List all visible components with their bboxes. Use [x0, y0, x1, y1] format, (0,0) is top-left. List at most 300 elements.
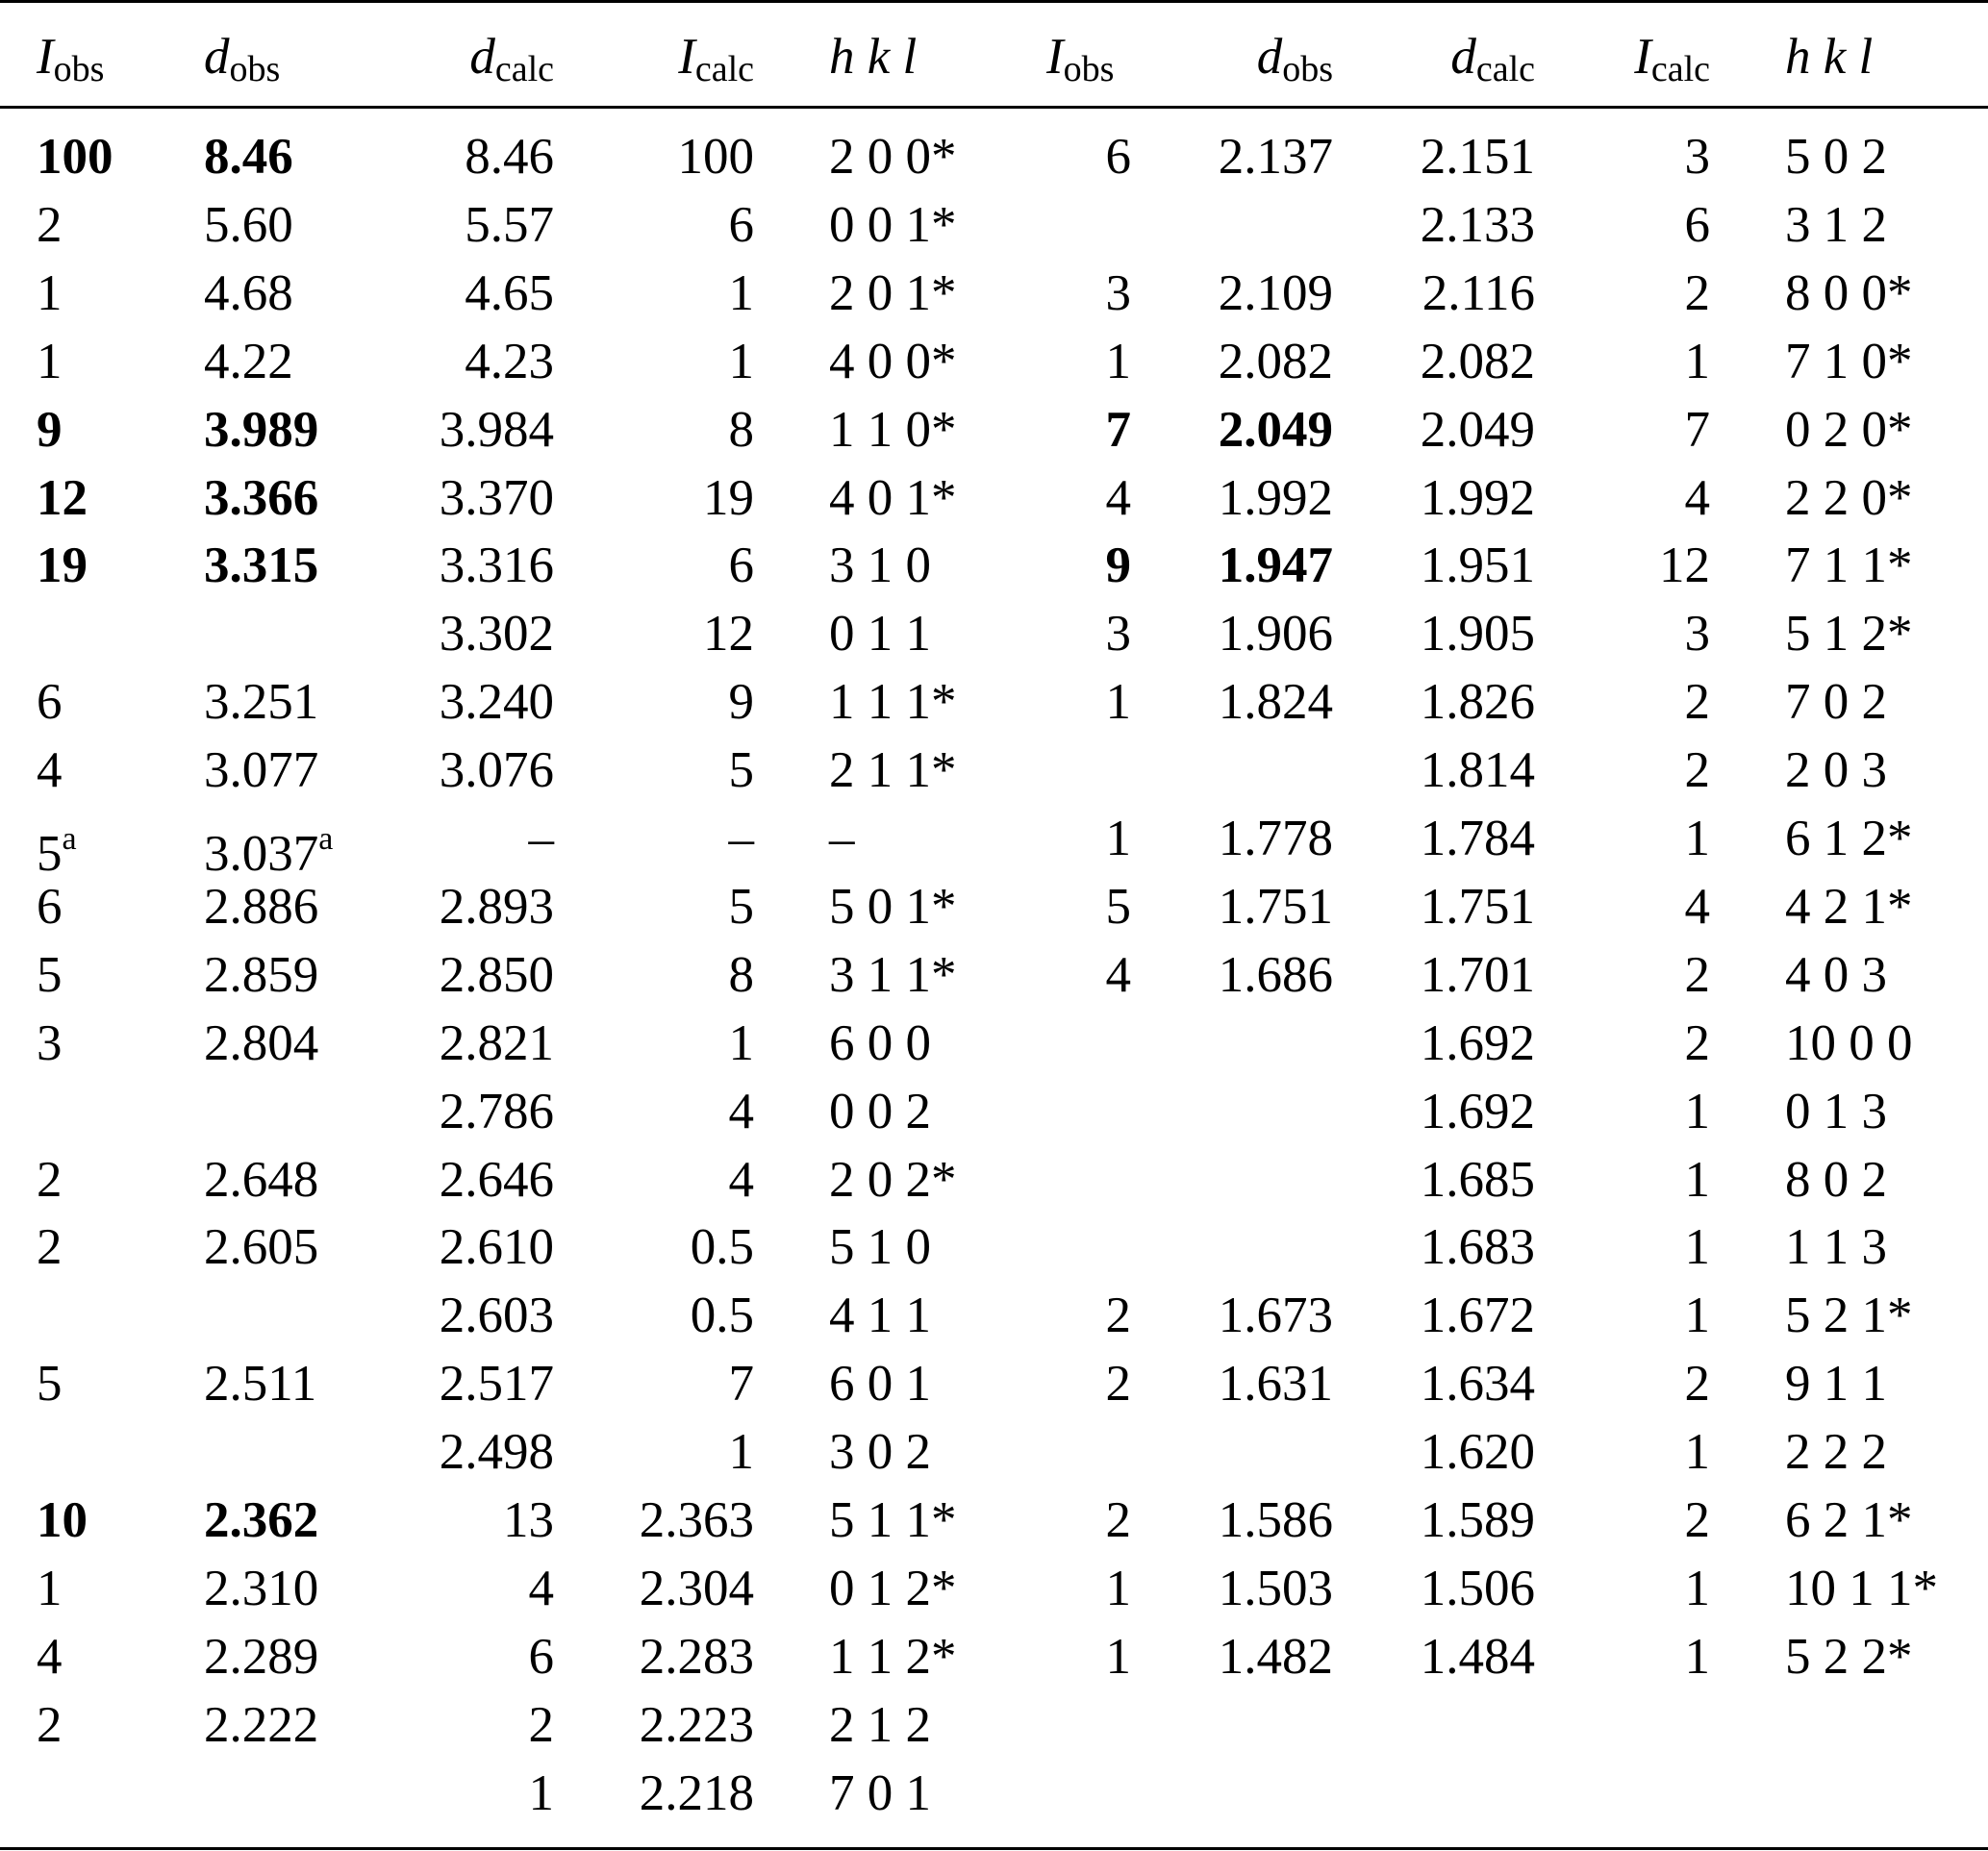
left-hkl-value: 5 1 1*: [829, 1492, 957, 1548]
right-hkl-value: 6 1 2*: [1785, 811, 1913, 866]
left-hkl-cell: [829, 1010, 1021, 1078]
left-icalc-value: 5: [728, 742, 754, 799]
left-iobs-value: 3: [37, 1014, 63, 1071]
left-hkl-value: 4 0 1*: [829, 469, 957, 526]
right-iobs-cell: [1019, 1078, 1131, 1146]
right-iobs-cell: [1019, 123, 1131, 191]
left-iobs-cell: [37, 328, 190, 396]
left-iobs-value: 12: [37, 469, 88, 526]
left-hkl-value: 5 0 1*: [829, 878, 957, 935]
right-dcalc-value: 2.151: [1420, 129, 1535, 185]
right-hkl-cell: [1785, 1010, 1977, 1078]
table-row: [0, 1691, 1988, 1760]
left-hkl-cell: [829, 191, 1021, 260]
left-hkl-value: 0 0 1*: [829, 196, 957, 253]
left-icalc-cell: [577, 600, 754, 668]
left-dcalc-value: 1: [528, 1764, 554, 1821]
left-dcalc-value: 2.821: [439, 1014, 554, 1071]
right-hkl-value: 0 1 3: [1785, 1083, 1887, 1139]
left-dcalc-value: 2.603: [439, 1288, 554, 1344]
table-row: [0, 1078, 1988, 1146]
left-icalc-cell: [577, 328, 754, 396]
left-dobs-cell: [204, 396, 377, 464]
right-iobs-cell: [1019, 1555, 1131, 1623]
table-row: [0, 941, 1988, 1010]
footnote-marker: a: [318, 821, 334, 857]
right-hkl-value: 5 2 2*: [1785, 1628, 1913, 1685]
right-icalc-value: 1: [1684, 1288, 1710, 1344]
left-dobs-value: 3.077: [204, 742, 319, 799]
left-iobs-cell: [37, 1010, 190, 1078]
left-iobs-cell: [37, 1078, 190, 1146]
left-icalc-cell: [577, 737, 754, 805]
table-row: [0, 873, 1988, 941]
right-dcalc-value: 1.701: [1420, 946, 1535, 1003]
left-hkl-cell: [829, 1418, 1021, 1487]
left-iobs-cell: [37, 805, 190, 882]
right-icalc-cell: [1558, 532, 1710, 600]
right-dobs-value: 1.778: [1218, 811, 1333, 866]
right-icalc-value: 2: [1684, 946, 1710, 1003]
header-hkl-left: h k l: [829, 29, 918, 85]
right-icalc-value: 7: [1684, 401, 1710, 458]
left-dcalc-value: 3.984: [439, 401, 554, 458]
right-dcalc-value: 2.116: [1422, 264, 1535, 321]
right-hkl-value: 7 1 0*: [1785, 333, 1913, 389]
left-iobs-value: 1: [37, 264, 63, 321]
left-dcalc-value: 4.23: [465, 333, 554, 389]
left-icalc-value: 100: [677, 129, 754, 185]
right-hkl-cell: [1785, 1146, 1977, 1214]
left-dobs-value: 2.362: [204, 1492, 319, 1548]
left-icalc-value: 8: [728, 946, 754, 1003]
right-hkl-value: 8 0 2: [1785, 1151, 1887, 1208]
left-dobs-cell: [204, 191, 377, 260]
right-icalc-value: 2: [1684, 742, 1710, 799]
left-iobs-cell: [37, 260, 190, 328]
right-hkl-value: 7 1 1*: [1785, 538, 1913, 594]
left-dobs-value: 2.648: [204, 1151, 319, 1208]
right-hkl-value: 5 0 2: [1785, 129, 1887, 185]
left-icalc-value: 0.5: [690, 1219, 754, 1276]
left-iobs-value: 4: [37, 742, 63, 799]
right-dcalc-cell: [1356, 737, 1535, 805]
right-iobs-cell: [1019, 600, 1131, 668]
left-iobs-value: 5: [37, 1356, 63, 1413]
left-dobs-value: 3.037: [204, 826, 319, 882]
right-iobs-cell: [1019, 1623, 1131, 1691]
right-icalc-value: 4: [1684, 878, 1710, 935]
right-icalc-cell: [1558, 1623, 1710, 1691]
right-dobs-cell: [1173, 260, 1333, 328]
left-hkl-cell: [829, 1691, 1021, 1760]
right-icalc-cell: [1558, 1282, 1710, 1350]
left-hkl-value: 4 1 1: [829, 1288, 931, 1344]
right-icalc-cell: [1558, 1555, 1710, 1623]
left-icalc-value: 12: [703, 606, 754, 663]
left-icalc-value: 4: [728, 1083, 754, 1139]
right-dcalc-cell: [1356, 396, 1535, 464]
right-dobs-value: 1.686: [1218, 946, 1333, 1003]
right-dcalc-cell: [1356, 1078, 1535, 1146]
right-dobs-cell: [1173, 1213, 1333, 1282]
left-dobs-value: 3.989: [204, 401, 319, 458]
left-dcalc-cell: [385, 873, 554, 941]
right-dcalc-cell: [1356, 1282, 1535, 1350]
header-dobs-left: $d_{obs}$: [204, 29, 281, 89]
right-dcalc-cell: [1356, 464, 1535, 533]
left-dobs-value: 4.68: [204, 264, 293, 321]
left-hkl-cell: [829, 464, 1021, 533]
left-dobs-value: 2.310: [204, 1560, 319, 1616]
left-dcalc-value: 2.517: [439, 1356, 554, 1413]
left-hkl-cell: [829, 1078, 1021, 1146]
table-row: [0, 1010, 1988, 1078]
right-icalc-value: 1: [1684, 1083, 1710, 1139]
right-dcalc-cell: [1356, 600, 1535, 668]
left-dobs-cell: [204, 941, 377, 1010]
left-iobs-value: 5: [37, 946, 63, 1003]
right-iobs-value: 9: [1105, 538, 1131, 594]
right-iobs-value: 2: [1105, 1288, 1131, 1344]
right-dobs-cell: [1173, 328, 1333, 396]
right-dcalc-cell: [1356, 260, 1535, 328]
left-iobs-cell: [37, 1555, 190, 1623]
left-icalc-cell: [577, 1282, 754, 1350]
right-hkl-cell: [1785, 1487, 1977, 1555]
left-iobs-value: 2: [37, 196, 63, 253]
right-dcalc-value: 1.814: [1420, 742, 1535, 799]
left-dobs-cell: [204, 1487, 377, 1555]
right-dobs-cell: [1173, 1078, 1333, 1146]
left-icalc-cell: [577, 1010, 754, 1078]
left-iobs-cell: [37, 668, 190, 737]
left-hkl-value: 2 1 1*: [829, 742, 957, 799]
right-dobs-cell: [1173, 1623, 1333, 1691]
footnote-marker: a: [62, 821, 77, 857]
left-iobs-cell: [37, 1691, 190, 1760]
right-iobs-cell: [1019, 1282, 1131, 1350]
left-icalc-value: 19: [703, 469, 754, 526]
header-icalc-right: $I_{calc}$: [1634, 29, 1710, 89]
right-dobs-value: 1.992: [1218, 469, 1333, 526]
left-hkl-cell: [829, 600, 1021, 668]
right-dobs-cell: [1173, 941, 1333, 1010]
left-icalc-cell: [577, 1623, 754, 1691]
left-iobs-value: 1: [37, 333, 63, 389]
left-icalc-cell: [577, 1555, 754, 1623]
right-dcalc-value: 1.685: [1420, 1151, 1535, 1208]
right-hkl-value: 7 0 2: [1785, 674, 1887, 731]
left-icalc-cell: [577, 464, 754, 533]
left-dcalc-cell: [385, 1078, 554, 1146]
left-icalc-cell: [577, 873, 754, 941]
right-icalc-value: 2: [1684, 264, 1710, 321]
left-dobs-value: 2.289: [204, 1628, 319, 1685]
left-icalc-cell: [577, 941, 754, 1010]
left-hkl-value: 0 1 2*: [829, 1560, 957, 1616]
left-dcalc-value: 4.65: [465, 264, 554, 321]
right-dcalc-cell: [1356, 873, 1535, 941]
right-iobs-cell: [1019, 805, 1131, 873]
left-dcalc-cell: [385, 260, 554, 328]
left-hkl-value: 5 1 0: [829, 1219, 931, 1276]
left-iobs-value: 6: [37, 674, 63, 731]
left-dcalc-cell: [385, 1010, 554, 1078]
left-dcalc-cell: [385, 1146, 554, 1214]
right-icalc-cell: [1558, 873, 1710, 941]
right-iobs-cell: [1019, 1010, 1131, 1078]
table-row: [0, 464, 1988, 533]
right-hkl-cell: [1785, 532, 1977, 600]
right-dobs-cell: [1173, 737, 1333, 805]
left-dobs-value: 2.222: [204, 1696, 319, 1753]
right-dobs-cell: [1173, 1282, 1333, 1350]
left-dobs-value: 3.251: [204, 674, 319, 731]
right-hkl-value: 8 0 0*: [1785, 264, 1913, 321]
left-iobs-value: 9: [37, 401, 63, 458]
left-icalc-cell: [577, 1418, 754, 1487]
left-dcalc-cell: [385, 1487, 554, 1555]
right-icalc-cell: [1558, 1350, 1710, 1418]
left-dcalc-cell: [385, 1418, 554, 1487]
table-row: [0, 1623, 1988, 1691]
left-icalc-value: 2.304: [639, 1560, 754, 1616]
left-dcalc-cell: [385, 737, 554, 805]
left-iobs-cell: [37, 1213, 190, 1282]
left-iobs-value: 2: [37, 1219, 63, 1276]
left-dcalc-value: 13: [503, 1492, 554, 1548]
left-iobs-cell: [37, 1487, 190, 1555]
right-iobs-value: 2: [1105, 1356, 1131, 1413]
left-iobs-cell: [37, 1350, 190, 1418]
left-iobs-cell: [37, 1146, 190, 1214]
left-hkl-cell: [829, 805, 1021, 873]
left-hkl-cell: [829, 1213, 1021, 1282]
right-iobs-cell: [1019, 941, 1131, 1010]
left-dobs-cell: [204, 328, 377, 396]
left-icalc-cell: [577, 1078, 754, 1146]
left-hkl-cell: [829, 532, 1021, 600]
right-hkl-value: 2 2 2: [1785, 1424, 1887, 1481]
left-icalc-cell: [577, 1487, 754, 1555]
right-iobs-value: 1: [1105, 1628, 1131, 1685]
left-dcalc-value: 2.786: [439, 1083, 554, 1139]
left-hkl-value: 6 0 1: [829, 1356, 931, 1413]
left-dcalc-value: 3.076: [439, 742, 554, 799]
right-dcalc-value: 2.133: [1420, 196, 1535, 253]
right-dobs-cell: [1173, 1487, 1333, 1555]
right-hkl-cell: [1785, 805, 1977, 873]
table-row: [0, 600, 1988, 668]
right-dcalc-value: 1.672: [1420, 1288, 1535, 1344]
left-dobs-cell: [204, 873, 377, 941]
left-dcalc-value: 8.46: [465, 129, 554, 185]
left-dobs-cell: [204, 737, 377, 805]
right-dobs-value: 2.049: [1218, 401, 1333, 458]
right-hkl-cell: [1785, 1350, 1977, 1418]
left-icalc-cell: [577, 668, 754, 737]
left-hkl-value: 3 0 2: [829, 1424, 931, 1481]
left-icalc-value: 4: [728, 1151, 754, 1208]
left-dcalc-value: –: [528, 811, 554, 866]
right-iobs-cell: [1019, 532, 1131, 600]
right-hkl-value: 4 2 1*: [1785, 878, 1913, 935]
left-dobs-cell: [204, 1350, 377, 1418]
left-dcalc-cell: [385, 668, 554, 737]
left-iobs-cell: [37, 737, 190, 805]
left-hkl-cell: [829, 396, 1021, 464]
right-icalc-cell: [1558, 260, 1710, 328]
left-iobs-cell: [37, 1760, 190, 1828]
right-dcalc-value: 1.826: [1420, 674, 1535, 731]
left-hkl-cell: [829, 328, 1021, 396]
table-bottom-rule: [0, 1847, 1988, 1850]
header-iobs-left: $I_{obs}$: [37, 29, 105, 89]
left-hkl-cell: [829, 737, 1021, 805]
right-dcalc-cell: [1356, 1010, 1535, 1078]
left-iobs-value: 10: [37, 1492, 88, 1548]
header-iobs-right: $I_{obs}$: [1046, 29, 1115, 89]
left-dobs-cell: [204, 1418, 377, 1487]
right-hkl-value: 0 2 0*: [1785, 401, 1913, 458]
right-dobs-cell: [1173, 464, 1333, 533]
right-icalc-value: 3: [1684, 129, 1710, 185]
left-hkl-value: 3 1 0: [829, 538, 931, 594]
left-icalc-cell: [577, 260, 754, 328]
right-icalc-value: 1: [1684, 1560, 1710, 1616]
right-dobs-cell: [1173, 1418, 1333, 1487]
left-icalc-value: 1: [728, 333, 754, 389]
right-icalc-value: 3: [1684, 606, 1710, 663]
left-dcalc-value: 2.850: [439, 946, 554, 1003]
left-icalc-value: 0.5: [690, 1288, 754, 1344]
header-dcalc-left: $d_{calc}$: [469, 29, 554, 89]
right-dcalc-value: 2.049: [1420, 401, 1535, 458]
right-hkl-cell: [1785, 1282, 1977, 1350]
right-hkl-value: 1 1 3: [1785, 1219, 1887, 1276]
right-dobs-cell: [1173, 668, 1333, 737]
left-dcalc-cell: [385, 464, 554, 533]
table-row: [0, 191, 1988, 260]
left-iobs-value: 1: [37, 1560, 63, 1616]
right-iobs-cell: [1019, 396, 1131, 464]
left-hkl-value: 1 1 1*: [829, 674, 957, 731]
left-dobs-cell: [204, 1282, 377, 1350]
left-hkl-value: 0 1 1: [829, 606, 931, 663]
right-dcalc-cell: [1356, 1487, 1535, 1555]
right-icalc-cell: [1558, 1078, 1710, 1146]
right-dobs-cell: [1173, 805, 1333, 873]
left-icalc-cell: [577, 396, 754, 464]
right-dobs-value: 1.482: [1218, 1628, 1333, 1685]
left-icalc-value: 1: [728, 1014, 754, 1071]
right-hkl-value: 10 0 0: [1785, 1014, 1913, 1071]
left-hkl-cell: [829, 1146, 1021, 1214]
right-icalc-cell: [1558, 805, 1710, 873]
right-icalc-value: 1: [1684, 811, 1710, 866]
right-iobs-cell: [1019, 1418, 1131, 1487]
header-dcalc-right: $d_{calc}$: [1450, 29, 1535, 89]
left-dcalc-value: 5.57: [465, 196, 554, 253]
left-dobs-cell: [204, 1555, 377, 1623]
right-dcalc-cell: [1356, 805, 1535, 873]
left-icalc-value: 5: [728, 878, 754, 935]
right-hkl-cell: [1785, 260, 1977, 328]
right-dcalc-cell: [1356, 668, 1535, 737]
right-dobs-value: 2.137: [1218, 129, 1333, 185]
right-hkl-cell: [1785, 1418, 1977, 1487]
table-top-rule: [0, 0, 1988, 3]
left-hkl-value: 2 1 2: [829, 1696, 931, 1753]
left-hkl-value: –: [829, 811, 855, 866]
left-dobs-cell: [204, 1623, 377, 1691]
right-dcalc-value: 1.692: [1420, 1014, 1535, 1071]
left-hkl-cell: [829, 1623, 1021, 1691]
left-dcalc-cell: [385, 396, 554, 464]
right-icalc-value: 2: [1684, 1492, 1710, 1548]
left-dobs-value: 4.22: [204, 333, 293, 389]
right-iobs-cell: [1019, 1487, 1131, 1555]
left-dcalc-cell: [385, 805, 554, 873]
right-dobs-value: 1.503: [1218, 1560, 1333, 1616]
right-hkl-value: 5 2 1*: [1785, 1288, 1913, 1344]
right-iobs-cell: [1019, 737, 1131, 805]
right-dcalc-cell: [1356, 123, 1535, 191]
right-dcalc-cell: [1356, 941, 1535, 1010]
left-icalc-cell: [577, 191, 754, 260]
left-dcalc-value: 2.610: [439, 1219, 554, 1276]
left-dcalc-value: 3.316: [439, 538, 554, 594]
right-iobs-cell: [1019, 1350, 1131, 1418]
right-dcalc-cell: [1356, 532, 1535, 600]
left-dobs-cell: [204, 1010, 377, 1078]
table-row: [0, 1487, 1988, 1555]
left-icalc-cell: [577, 805, 754, 873]
right-icalc-value: 2: [1684, 1014, 1710, 1071]
left-hkl-cell: [829, 260, 1021, 328]
left-dcalc-value: 2.646: [439, 1151, 554, 1208]
right-iobs-value: 3: [1105, 264, 1131, 321]
left-icalc-value: 2.223: [639, 1696, 754, 1753]
left-icalc-cell: [577, 1760, 754, 1828]
right-dobs-cell: [1173, 123, 1333, 191]
left-dcalc-cell: [385, 1555, 554, 1623]
right-icalc-cell: [1558, 191, 1710, 260]
right-dobs-cell: [1173, 1146, 1333, 1214]
right-hkl-cell: [1785, 1078, 1977, 1146]
left-iobs-cell: [37, 600, 190, 668]
right-hkl-value: 3 1 2: [1785, 196, 1887, 253]
left-iobs-value: 4: [37, 1628, 63, 1685]
right-dcalc-cell: [1356, 1213, 1535, 1282]
right-dcalc-value: 1.992: [1420, 469, 1535, 526]
left-iobs-cell: [37, 532, 190, 600]
table-row: [0, 260, 1988, 328]
right-iobs-cell: [1019, 1213, 1131, 1282]
left-dobs-value: 2.859: [204, 946, 319, 1003]
right-iobs-value: 4: [1105, 469, 1131, 526]
right-dobs-value: 1.631: [1218, 1356, 1333, 1413]
left-icalc-cell: [577, 1146, 754, 1214]
left-dcalc-cell: [385, 1760, 554, 1828]
left-icalc-value: 1: [728, 264, 754, 321]
left-icalc-value: 6: [728, 538, 754, 594]
left-hkl-value: 2 0 0*: [829, 129, 957, 185]
right-iobs-value: 7: [1105, 401, 1131, 458]
header-icalc-left: $I_{calc}$: [678, 29, 754, 89]
right-dcalc-value: 1.634: [1420, 1356, 1535, 1413]
